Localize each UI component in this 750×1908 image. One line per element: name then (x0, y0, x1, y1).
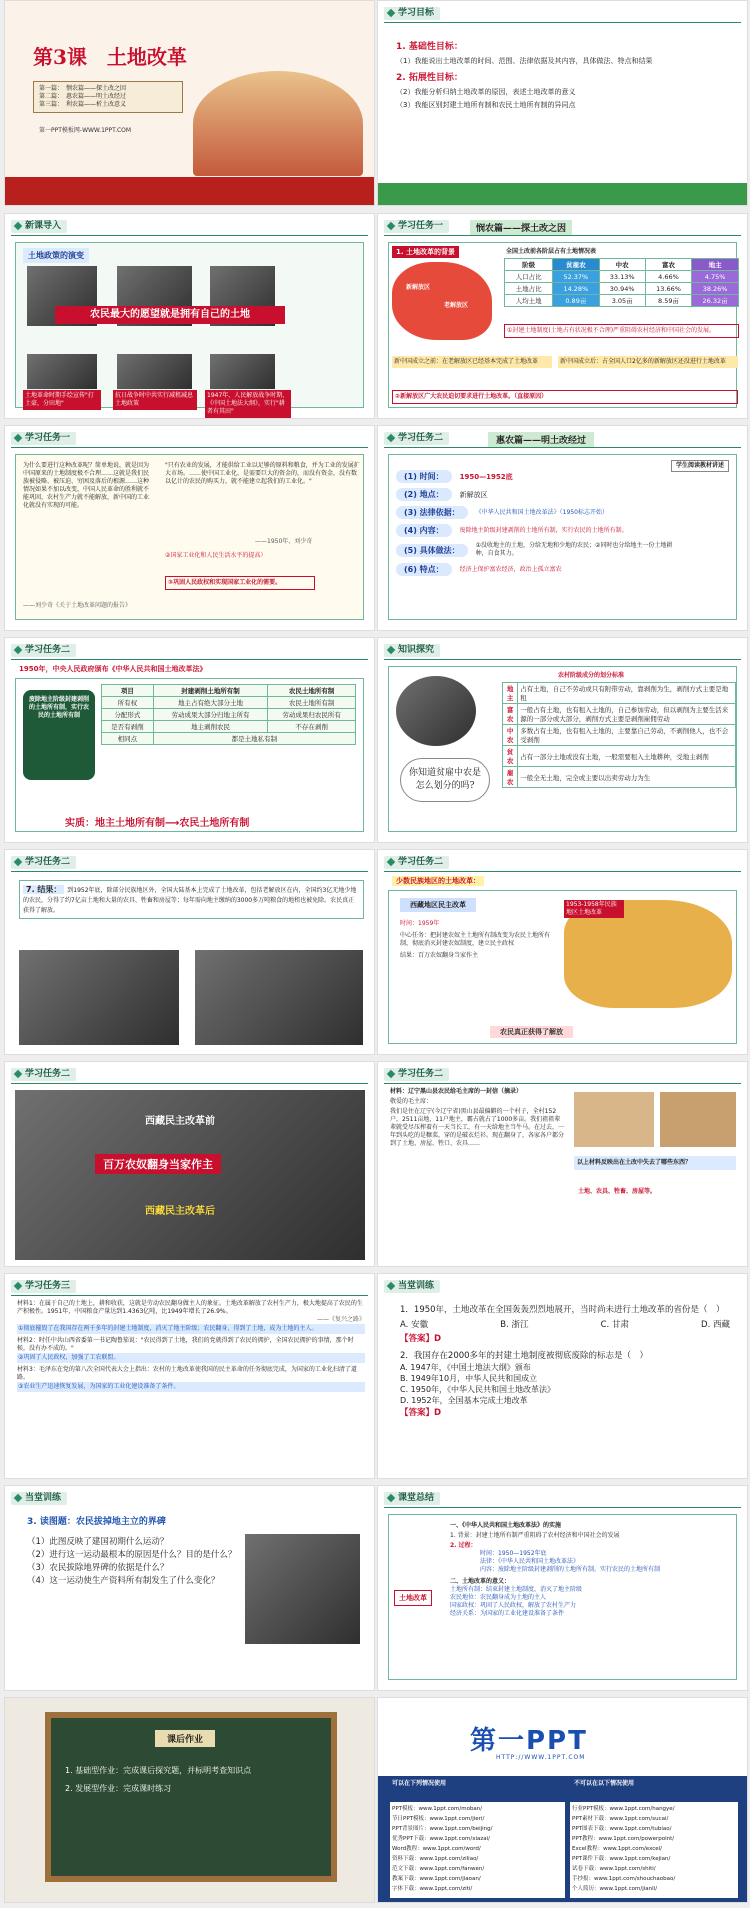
slide-title[interactable] (4, 0, 375, 206)
caption-3: 1947年，人民解放战争时期，《中国土地法大纲》，实行"耕者有其田" (205, 390, 291, 418)
section-tag: 当堂训练 (11, 1492, 67, 1505)
result-label: 7. 结果： (23, 885, 64, 894)
boundary-stone-photo (245, 1534, 360, 1644)
certificate-image (660, 1092, 736, 1147)
classify-title: 农村阶级成分的划分标准 (558, 672, 625, 679)
slide-background[interactable] (377, 213, 748, 419)
quote-source: ——1950年，刘少奇 (255, 538, 313, 545)
answer-1: 【答案】D (400, 1334, 442, 1344)
slide-letter[interactable] (377, 1061, 748, 1267)
picture-question-title: 3. 读图题：农民拔掉地主立的界碑 (27, 1517, 166, 1527)
slide-quiz[interactable] (377, 1273, 748, 1479)
section-tag: 学习任务二 (384, 856, 449, 869)
allowed-heading: 可以在下列情况使用 (392, 1780, 447, 1787)
letter-heading: 材料：辽宁黑山县农民给毛主席的一封信（摘录） (390, 1088, 523, 1095)
material-source: ——《复兴之路》 (316, 1316, 365, 1323)
liu-quote: 为什么要进行这种改革呢？简单地说，就是因为中国原来的土地制度极不合理……这就是我们民族被侵略、被压迫、穷困及落后的根源……这种情况如果不加以改变，中国人民革命的胜利就不能巩固，农村生产力就不能解放，新中国的工业化就没有实现的可能。 (23, 462, 150, 509)
content-pill: (4) 内容： (396, 524, 452, 537)
ppt-url[interactable]: HTTP://WWW.1PPT.COM (496, 1754, 586, 1761)
section-tag: 课堂总结 (384, 1492, 440, 1505)
item-task: 中心任务：把封建农奴主土地所有制改变为农民土地所有制，彻底消灭封建农奴制度，建立民主政权 (400, 932, 551, 947)
slide-objectives[interactable] (377, 0, 748, 206)
caption-2: 抗日战争时中共实行减租减息土地政策 (113, 390, 197, 410)
pq-2: （2）进行这一运动最根本的原因是什么？目的是什么？ (27, 1550, 237, 1560)
liu-source: ——刘少奇《关于土地改革问题的报告》 (23, 602, 132, 609)
question-1: 1．1950年，土地改革在全国轰轰烈烈地展开，当时尚未进行土地改革的省份是（ ） (400, 1305, 725, 1315)
tibet-box: 西藏地区民主改革 (400, 898, 476, 912)
subtitle-3: 第三篇： 利农篇——析土改意义 (39, 101, 127, 108)
q1-option-d[interactable]: D. 西藏 (701, 1320, 730, 1330)
question-bubble: 你知道贫雇中农是怎么划分的吗? (400, 758, 490, 802)
material-2: 材料2：时任中共山西省委第一书记陶鲁笳说："农民得到了土地，我们的党就得到了农民的拥护，全国农民拥护的事情，那个时候，没有办不成的。" (17, 1337, 354, 1352)
section-tag: 新课导入 (11, 220, 67, 233)
poster-photo (27, 354, 97, 389)
slide-classes[interactable] (377, 637, 748, 843)
item-result: 结果：百万农奴翻身当家作主 (400, 952, 479, 959)
section-tag: 学习任务二 (384, 432, 449, 445)
summary-center: 土地改革 (394, 1590, 432, 1606)
homework-1: 1. 基础型作业：完成课后探究题，并标明考查知识点 (65, 1766, 252, 1775)
answer-2: ②巩固了人民政权，加强了工农联盟。 (17, 1353, 365, 1363)
slide-minority[interactable] (377, 849, 748, 1055)
reason-industry: ②国家工业化和人民生活水平的提高） (165, 552, 267, 559)
policy-box: 土地政策的演变 (23, 248, 89, 263)
objective-3: （3）我能区别封建土地所有制和农民土地所有制的异同点 (396, 101, 576, 109)
section-tag: 学习任务二 (11, 1068, 76, 1081)
pq-4: （4）这一运动使生产资料所有制发生了什么变化？ (27, 1576, 220, 1586)
reason-1: ①封建土地制度(土地占有状况极不合理)严重阻碍农村经济和中国社会的发展。 (504, 324, 739, 338)
peasant-photo (396, 676, 476, 746)
industry-quote: "只有农业的发展，才能供给工业以足够的原料和粮食，并为工业的发展扩大市场。……使中国工业化，是需要巨大的资金的，而没有资金，没有数以亿计的农民的购买力，就不能建立起我们的工业化。" (165, 462, 360, 485)
farmers-photo (19, 950, 179, 1045)
reason-2: ②新解放区广大农民迫切要求进行土地改革。（直接原因） (392, 390, 738, 404)
template-footer: 第一PPT模板网-WWW.1PPT.COM (39, 127, 132, 134)
place-pill: (2) 地点： (396, 488, 452, 501)
section-tag: 学习任务一 (11, 432, 76, 445)
summary-card: 废除地主阶级封建剥削的土地所有制，实行农民的土地所有制 (23, 690, 95, 780)
summary-content: 内容：废除地主阶级封建剥削的土地所有制，实行农民的土地所有制 (480, 1566, 661, 1573)
subtitle-1: 第一篇： 悯农篇——探土改之因 (39, 85, 127, 92)
law-pill: (3) 法律依据： (396, 506, 468, 519)
slide-comparison[interactable] (4, 637, 375, 843)
question-box: 以上材料反映出在土改中失去了哪些东西？ (574, 1156, 736, 1170)
section-title: 悯农篇——探土改之因 (470, 220, 572, 235)
feature-pill: (6) 特点： (396, 563, 452, 576)
slide-significance[interactable] (4, 1273, 375, 1479)
essence-line: 实质：地主土地所有制⟶农民土地所有制 (65, 818, 250, 829)
old-area-note: 新中国成立之前：在老解放区已经基本完成了土地改革 (392, 356, 552, 368)
pq-1: （1）此图反映了建国初期什么运动？ (27, 1537, 169, 1547)
map-tag: 1953-1958年民族地区土地改革 (564, 900, 624, 918)
section-tag: 学习任务一 (384, 220, 449, 233)
liberation-photo (210, 354, 275, 389)
objective-1: （1）我能说出土地改革的时间、范围、法律依据及其内容，具体做法、特点和结果 (396, 57, 653, 65)
q1-option-c[interactable]: C. 甘肃 (600, 1320, 629, 1330)
land-table: 阶级 贫雇农 中农 富农 地主 人口占比 52.37% 33.13% 4.66% 4.75% 土地占比 14.28% 30.94% 13.66% 38.26% 人均土地 0.89亩 3.05亩 8.59亩 26.32亩 (504, 258, 739, 307)
slide-summary[interactable] (377, 1485, 748, 1691)
slide-intro[interactable] (4, 213, 375, 419)
section-tag: 学习任务二 (11, 644, 76, 657)
content-value: 废除地主阶级封建剥削的土地所有制，实行农民的土地所有制。 (459, 526, 628, 534)
section-tag: 学习目标 (384, 7, 440, 20)
new-area-note: 新中国成立后：占全国人口2亿多的新解放区还没进行土地改革 (558, 356, 738, 368)
links-left: PPT模板：www.1ppt.com/moban/ 节日PPT模板：www.1ppt.com/jieri/ PPT背景图片：www.1ppt.com/beijing/ 优秀PPT下载：www.1ppt.com/xiazai/ Word教程：www.1ppt.com/word/ 资料下载：www.1ppt.com/ziliao/ 范文下载：www.1ppt.com/fanwen/ 教案下载：www.1ppt.com/jiaoan/ 字体下载：www.1ppt.com/ziti/ (390, 1802, 565, 1898)
slide-tibet[interactable] (4, 1061, 375, 1267)
table-caption: 全国土改前各阶层占有土地情况表 (506, 248, 597, 255)
caption-1: 土地革命时期手绘宣传"打土豪，分田地" (23, 390, 101, 410)
subtitle-2: 第二篇： 惠农篇——明土改经过 (39, 93, 127, 100)
summary-y4: 经济关系：为国家的工业化建设准备了条件 (450, 1610, 565, 1617)
map-label-old: 老解放区 (444, 302, 469, 309)
liberation-banner: 百万农奴翻身当家作主 (95, 1154, 221, 1174)
reason-regime: ③巩固人民政权和实现国家工业化的需要。 (165, 576, 315, 590)
china-map (392, 262, 492, 340)
answer-2: 【答案】D (400, 1408, 442, 1418)
law-heading: 1950年，中央人民政府颁布《中华人民共和国土地改革法》 (19, 665, 207, 673)
answer-3: ③农业生产迅速恢复发展，为国家的工业化建设准备了条件。 (17, 1382, 365, 1392)
before-label: 西藏民主改革前 (145, 1116, 215, 1127)
summary-law: 法律：《中华人民共和国土地改革法》 (480, 1558, 580, 1565)
section-tag: 学习任务三 (11, 1280, 76, 1293)
comparison-table: 项目 封建剥削土地所有制 农民土地所有制 所有权 地主占有绝大部分土地 农民土地所有制 分配形式 劳动成果大部分归地主所有 劳动成果归农民所有 是否有剥削 地主剥削农民 不存在剥削 相同点 都是土地私有制 (101, 684, 356, 745)
pq-3: （3）农民拔除地界碑的依据是什么？ (27, 1563, 169, 1573)
feature-value: 经济上保护富农经济，政治上孤立富农 (459, 565, 562, 573)
material-1: 材料1：在属于自己的土地上，耕和收获，这就是劳动农民翻身做主人的象征。土地改革解放了农村生产力，极大地提高了农民的生产积极性。1951年，中国粮食产量达到1.4363亿吨，比1949年增长了26.9%。 (17, 1300, 363, 1315)
material-3: 材料3：毛泽东在党的第八次全国代表大会上指出：农村的土地改革使我国的民主革命的任务彻底完成，为国家的工业化扫清了道路。 (17, 1366, 357, 1381)
slide-picture-question[interactable] (4, 1485, 375, 1691)
ppt-logo: 第一PPT (470, 1726, 588, 1756)
reading-badge: 学生阅读教材讲述 (671, 460, 729, 472)
summary-h1: 一、《中华人民共和国土地改革法》的实施 (450, 1522, 562, 1529)
disallowed-heading: 不可以在以下情况使用 (574, 1780, 635, 1787)
section-tag: 当堂训练 (384, 1280, 440, 1293)
land-deed-image (574, 1092, 654, 1147)
letter-salute: 敬爱的毛主席： (390, 1098, 433, 1105)
result-text: 到1952年底，除部分民族地区外，全国大陆基本上完成了土地改革，包括老解放区在内，全国约3亿无地少地的农民，分得了约7亿亩土地和大量的农具、牲畜和房屋等；每年需向地主缴纳的3000多万吨粮食的地租也被免除。农民真正获得了解放。 (23, 887, 357, 914)
item-time: 时间：1959年 (400, 920, 440, 927)
wish-banner: 农民最大的愿望就是拥有自己的土地 (55, 306, 285, 324)
letter-body: 我们是住在辽宁(今辽宁省)黑山县最偏僻的一个村子，全村152户，2511亩地，11户地主，霸占就占了1000多亩。我们祖祖辈辈就受尽压榨着有一天当长工，有一天给地主当牛马。在过去，一年到头吃的是糠菜，穿的是破衣烂衫。现在翻身了，各家各户都分到了土地、房屋、牲口、农具…… (390, 1108, 565, 1147)
class-table: 地主 占有土地，自己不劳动或只有附带劳动，靠剥削为生，剥削方式主要是地租 富农 一般占有土地，也有租入土地的，自己参加劳动，但以剥削为主要生活来源的一部分或大部分，剥削方式主要是剥削雇佣劳动 中农 多数占有土地，也有租入土地的，主要靠自己劳动，不剥削他人，也不会受剥削 贫农 占有一部分土地或没有土地，一般需要租入土地耕种，受地主剥削 雇农 一般全无土地，完全或主要以出卖劳动力为生 (502, 682, 736, 788)
minority-heading: 少数民族地区的土地改革： (392, 876, 484, 886)
slide-process[interactable] (377, 425, 748, 631)
slide-reasons[interactable] (4, 425, 375, 631)
peasants-poster-illustration (193, 71, 363, 176)
q2-option-d[interactable]: D. 1952年，全国基本完成土地改革 (400, 1396, 528, 1405)
method-pill: (5) 具体做法： (396, 544, 468, 557)
section-title: 惠农篇——明土改经过 (488, 432, 594, 447)
background-label: 1. 土地改革的背景 (392, 246, 459, 258)
liberation-note: 农民真正获得了解放 (490, 1026, 573, 1038)
answer-text: 土地、农具、牲畜、房屋等。 (578, 1188, 657, 1195)
slide-result[interactable] (4, 849, 375, 1055)
q1-option-b[interactable]: B. 浙江 (500, 1320, 529, 1330)
summary-y1: 土地所有制：结束封建土地制度，消灭了地主阶级 (450, 1586, 583, 1593)
summary-time: 时间：1950—1952年底 (480, 1550, 547, 1557)
homework-2: 2. 发展型作业：完成课时练习 (65, 1784, 172, 1793)
time-pill: (1) 时间： (396, 470, 452, 483)
law-value: 《中华人民共和国土地改革法》（1950标志开始） (475, 508, 608, 516)
question-2: 2．我国存在2000多年的封建土地制度被彻底废除的标志是（ ） (400, 1351, 649, 1361)
method-value: ①没收地主的土地，分给无地和少地的农民；②同时也分给地主一份土地耕种，自食其力。 (475, 542, 673, 557)
section-tag: 学习任务二 (11, 856, 76, 869)
summary-y3: 国家政权：巩固了人民政权，解放了农村生产力 (450, 1602, 577, 1609)
q2-option-c[interactable]: C. 1950年，《中华人民共和国土地改革法》 (400, 1385, 556, 1394)
objective-2: （2）我能分析归纳土地改革的原因，表述土地改革的意义 (396, 88, 576, 96)
time-value: 1950—1952底 (459, 472, 513, 481)
map-label-new: 新解放区 (406, 284, 431, 291)
answer-1: ①彻底摧毁了在我国存在两千多年的封建土地制度，消灭了地主阶级；农民翻身，得到了土地，成为土地的主人。 (17, 1324, 365, 1334)
summary-bg: 1. 背景：封建土地所有制严重阻碍了农村经济和中国社会的发展 (450, 1532, 620, 1539)
homework-title: 课后作业 (155, 1730, 215, 1747)
objective-heading-1: 1. 基础性目标： (396, 42, 463, 52)
slide-ad[interactable] (377, 1697, 748, 1903)
bottom-red-band (5, 177, 374, 206)
grass-footer (378, 183, 747, 205)
objective-heading-2: 2. 拓展性目标： (396, 73, 463, 83)
q2-option-b[interactable]: B. 1949年10月，中华人民共和国成立 (400, 1374, 538, 1383)
slide-homework[interactable] (4, 1697, 375, 1903)
after-label: 西藏民主改革后 (145, 1206, 215, 1217)
q1-option-a[interactable]: A. 安徽 (400, 1320, 429, 1330)
links-right: 行业PPT模板：www.1ppt.com/hangye/ PPT素材下载：www.1ppt.com/sucai/ PPT图表下载：www.1ppt.com/tubiao/ PPT教程：www.1ppt.com/powerpoint/ Excel教程：www.1ppt.com/excel/ PPT课件下载：www.1ppt.com/kejian/ 试卷下载：www.1ppt.com/shiti/ 手抄报：www.1ppt.com/shouchaobao/ 个人简历：www.1ppt.com/jianli/ (570, 1802, 738, 1898)
summary-h2: 二、土地改革的意义： (450, 1578, 511, 1585)
lesson-title: 第3课 土地改革 (33, 45, 187, 69)
crowd-photo (195, 950, 363, 1045)
farm-photo (117, 354, 192, 389)
section-tag: 学习任务二 (384, 1068, 449, 1081)
section-tag: 知识探究 (384, 644, 440, 657)
q2-option-a[interactable]: A. 1947年，《中国土地法大纲》颁布 (400, 1363, 531, 1372)
summary-process: 2. 过程： (450, 1542, 477, 1549)
place-value: 新解放区 (459, 490, 488, 499)
summary-y2: 农民地位：农民翻身成为土地的主人 (450, 1594, 547, 1601)
